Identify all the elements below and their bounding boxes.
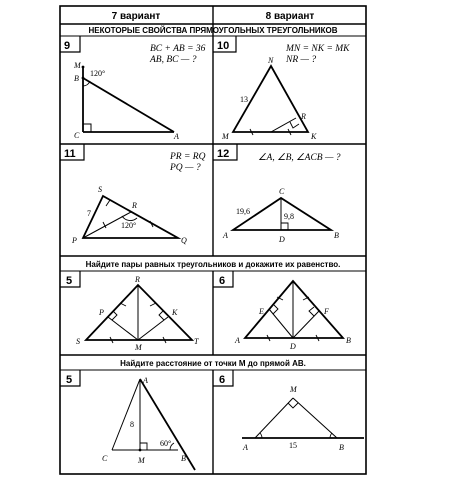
section-title-equal-triangles: Найдите пары равных треугольников и докажите их равенство. — [85, 260, 341, 269]
label-6a-D: D — [290, 342, 296, 351]
problem-11-condition-2: PQ — ? — [170, 163, 201, 173]
label-12-B: B — [334, 231, 339, 240]
problem-10-condition-1: MN = NK = MK — [286, 44, 350, 54]
label-10-side: 13 — [240, 95, 248, 104]
problem-6a-figure — [234, 281, 351, 351]
label-12-C: C — [279, 187, 285, 196]
label-6a-B: B — [346, 336, 351, 345]
problem-10-figure — [221, 44, 350, 141]
problem-10-condition-2: NR — ? — [286, 55, 317, 65]
label-5a-T: T — [194, 337, 199, 346]
label-5b-A: A — [143, 376, 148, 385]
problem-number-6b: 6 — [219, 374, 226, 386]
problem-number-11: 11 — [64, 148, 76, 160]
label-5a-P: P — [99, 308, 104, 317]
label-6a-E: E — [259, 307, 264, 316]
label-5b-M: M — [138, 456, 145, 465]
problem-number-10: 10 — [217, 40, 230, 52]
label-11-S: S — [98, 185, 102, 194]
label-12-D: D — [279, 235, 285, 244]
problem-9-condition-1: BC + AB = 36 — [150, 44, 206, 54]
label-5b-angle: 60° — [160, 439, 172, 448]
column-header-right: 8 вариант — [265, 11, 315, 22]
problem-11-figure — [71, 152, 206, 245]
problem-12-figure — [222, 153, 341, 244]
label-10-N: N — [268, 56, 274, 65]
label-12-A: A — [223, 231, 228, 240]
label-11-side: 7 — [87, 209, 91, 218]
label-11-R: R — [132, 201, 137, 210]
label-5a-M: M — [135, 343, 142, 352]
label-5a-S: S — [76, 337, 80, 346]
label-6b-A: A — [243, 443, 248, 452]
label-10-R: R — [301, 112, 306, 121]
problem-5b-figure — [102, 376, 195, 470]
problem-9-condition-2: AB, BC — ? — [150, 55, 197, 65]
section-title-distance: Найдите расстояние от точки M до прямой AB. — [120, 359, 306, 368]
label-9-M: M — [74, 61, 81, 70]
label-5a-K: K — [172, 308, 178, 317]
label-5a-R: R — [135, 275, 140, 284]
label-6b-M: M — [290, 385, 297, 394]
label-5b-dist: 8 — [130, 420, 134, 429]
label-5b-B: B — [181, 454, 186, 463]
label-6b-B: B — [339, 443, 344, 452]
label-9-B: B — [74, 74, 79, 83]
label-10-M: M — [222, 132, 229, 141]
section-title-properties: НЕКОТОРЫЕ СВОЙСТВА ПРЯМОУГОЛЬНЫХ ТРЕУГОЛЬНИКОВ — [88, 26, 338, 35]
label-11-Q: Q — [181, 236, 187, 245]
problem-number-12: 12 — [217, 148, 230, 160]
label-12-side: 19,6 — [236, 207, 250, 216]
problem-number-5a: 5 — [66, 275, 73, 287]
problem-number-6a: 6 — [219, 275, 226, 287]
label-9-C: C — [74, 131, 80, 140]
problem-9-figure — [73, 44, 206, 141]
problem-5a-figure — [76, 275, 199, 352]
problem-11-condition-1: PR = RQ — [170, 152, 206, 162]
label-10-K: K — [311, 132, 317, 141]
label-6a-A: A — [235, 336, 240, 345]
label-12-height: 9,8 — [284, 212, 294, 221]
label-9-A: A — [174, 132, 179, 141]
problem-number-5b: 5 — [66, 374, 73, 386]
table-grid — [60, 6, 366, 474]
problem-number-9: 9 — [64, 40, 71, 52]
label-6b-dist: 15 — [289, 441, 297, 450]
label-6a-F: F — [324, 307, 329, 316]
problem-6b-figure — [242, 385, 364, 452]
label-5b-C: C — [102, 454, 108, 463]
label-11-P: P — [72, 236, 77, 245]
label-11-angle: 120° — [121, 221, 137, 230]
column-header-left: 7 вариант — [111, 11, 161, 22]
label-9-angle: 120° — [90, 69, 106, 78]
problem-12-condition: ∠A, ∠B, ∠ACB — ? — [258, 153, 341, 163]
